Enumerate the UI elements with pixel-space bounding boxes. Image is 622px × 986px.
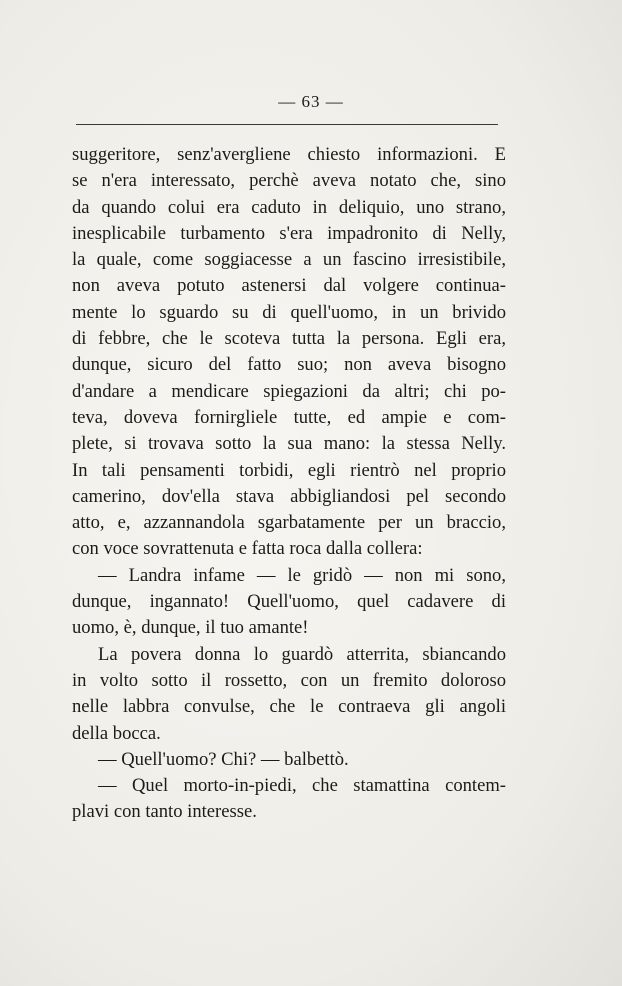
text-line: plavi con tanto interesse. bbox=[72, 801, 257, 823]
text-line: camerino, dov'ella stava abbigliandosi pel secondo bbox=[72, 485, 506, 507]
text-line: uomo, è, dunque, il tuo amante! bbox=[72, 617, 309, 639]
text-line: inesplicabile turbamento s'era impadronito di Nelly, bbox=[72, 222, 506, 244]
paragraph bbox=[72, 563, 506, 642]
text-line: se n'era interessato, perchè aveva notato che, sino bbox=[72, 170, 506, 192]
text-line: teva, doveva fornirgliele tutte, ed ampie e com- bbox=[72, 406, 506, 428]
text-line: con voce sovrattenuta e fatta roca dalla collera: bbox=[72, 538, 423, 560]
text-line: plete, si trovava sotto la sua mano: la stessa Nelly. bbox=[72, 433, 506, 455]
text-line: non aveva potuto astenersi dal volgere continua- bbox=[72, 275, 506, 297]
text-line: La povera donna lo guardò atterrita, sbiancando bbox=[98, 643, 506, 665]
text-line: In tali pensamenti torbidi, egli rientrò nel proprio bbox=[72, 459, 506, 481]
text-line: in volto sotto il rossetto, con un fremito doloroso bbox=[72, 669, 506, 691]
page-number: — 63 — bbox=[278, 92, 344, 111]
header-rule bbox=[76, 124, 498, 125]
text-line: — Quel morto-in-piedi, che stamattina contem- bbox=[98, 775, 506, 797]
body-text bbox=[72, 142, 506, 826]
paragraph bbox=[72, 142, 506, 563]
text-line: nelle labbra convulse, che le contraeva gli angoli bbox=[72, 696, 506, 718]
text-line: d'andare a mendicare spiegazioni da altri; chi po- bbox=[72, 380, 506, 402]
text-line: della bocca. bbox=[72, 722, 161, 744]
text-line: atto, e, azzannandola sgarbatamente per un braccio, bbox=[72, 512, 506, 534]
text-line: la quale, come soggiacesse a un fascino irresistibile, bbox=[72, 249, 506, 271]
paragraph bbox=[72, 642, 506, 747]
paragraph bbox=[72, 773, 506, 826]
text-line: dunque, sicuro del fatto suo; non aveva bisogno bbox=[72, 354, 506, 376]
text-line: da quando colui era caduto in deliquio, uno strano, bbox=[72, 196, 506, 218]
text-line: di febbre, che le scoteva tutta la persona. Egli era, bbox=[72, 328, 506, 350]
text-line: mente lo sguardo su di quell'uomo, in un brivido bbox=[72, 301, 506, 323]
paragraph bbox=[72, 747, 506, 773]
text-line: — Landra infame — le gridò — non mi sono, bbox=[98, 564, 506, 586]
text-line: suggeritore, senz'avergliene chiesto informazioni. E bbox=[72, 144, 506, 165]
text-line: dunque, ingannato! Quell'uomo, quel cadavere di bbox=[72, 591, 506, 613]
text-line: — Quell'uomo? Chi? — balbettò. bbox=[98, 748, 349, 770]
